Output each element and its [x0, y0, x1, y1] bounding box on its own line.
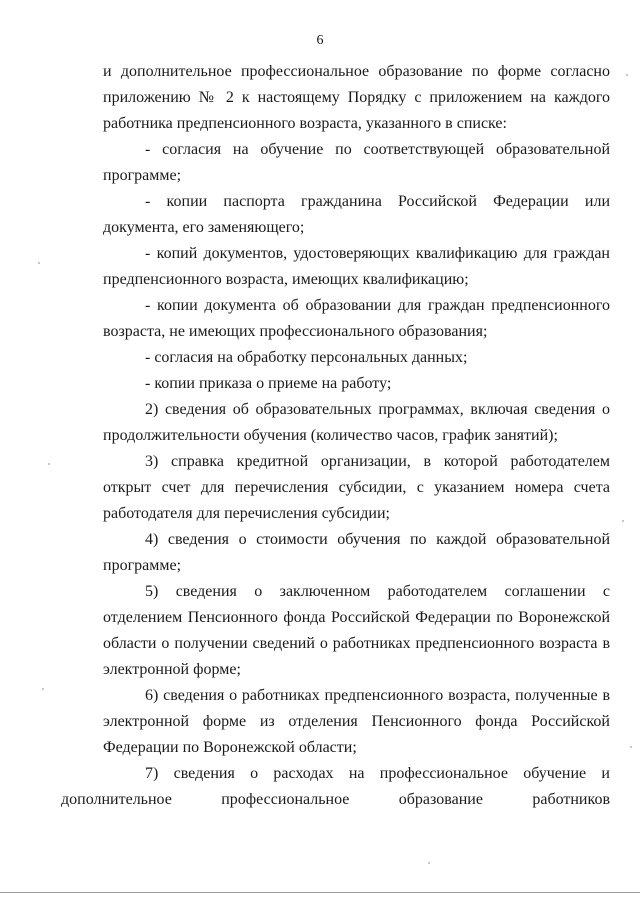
list-item-qualification-docs: - копий документов, удостоверяющих квалификацию для граждан предпенсионного возраста, имеющих квалификацию; [103, 245, 610, 288]
paragraph-item-2: 2) сведения об образовательных программах, включая сведения о продолжительности обучения (количество часов, график занятий); [103, 401, 610, 444]
scan-speck [48, 463, 50, 465]
scan-speck [626, 74, 628, 76]
paragraph-item-5: 5) сведения о заключенном работодателем соглашении с отделением Пенсионного фонда Российской Федерации по Воронежской области о получении сведений о работниках предпенсионного возраста в электронной форме; [103, 583, 610, 678]
paragraph-item-3: 3) справка кредитной организации, в которой работодателем открыт счет для перечисления субсидии, с указанием номера счета работодателя для перечисления субсидии; [103, 453, 610, 522]
list-item-passport-copy: - копии паспорта гражданина Российской Федерации или документа, его заменяющего; [103, 193, 610, 236]
document-body [61, 59, 610, 813]
list-item-personal-data-consent: - согласия на обработку персональных данных; [145, 349, 468, 366]
paragraph-item-7-line-1: 7) сведения о расходах на профессиональное обучение и [145, 765, 610, 782]
paragraph-intro: и дополнительное профессиональное образование по форме согласно приложению № 2 к настоящему Порядку с приложением на каждого работника предпенсионного возраста, указанного в списке: [103, 63, 610, 132]
page-number: 6 [316, 33, 324, 48]
scan-speck [622, 520, 624, 522]
scan-speck [38, 262, 40, 264]
scan-speck [630, 746, 632, 748]
paragraph-item-6: 6) сведения о работниках предпенсионного возраста, полученные в электронной форме из отделения Пенсионного фонда Российской Федерации по Воронежской области; [103, 687, 610, 756]
list-item-education-doc: - копии документа об образовании для граждан предпенсионного возраста, не имеющих профессионального образования; [103, 297, 610, 340]
list-item-consent-training: - согласия на обучение по соответствующей образовательной программе; [103, 141, 610, 184]
scan-bottom-edge [0, 892, 640, 893]
paragraph-item-7 [61, 761, 610, 813]
scan-speck [428, 862, 430, 864]
paragraph-item-4: 4) сведения о стоимости обучения по каждой образовательной программе; [103, 531, 610, 574]
list-item-hiring-order: - копии приказа о приеме на работу; [145, 375, 392, 392]
paragraph-item-7-line-2: дополнительное профессиональное образование работников [61, 791, 610, 808]
scan-speck [42, 688, 44, 690]
